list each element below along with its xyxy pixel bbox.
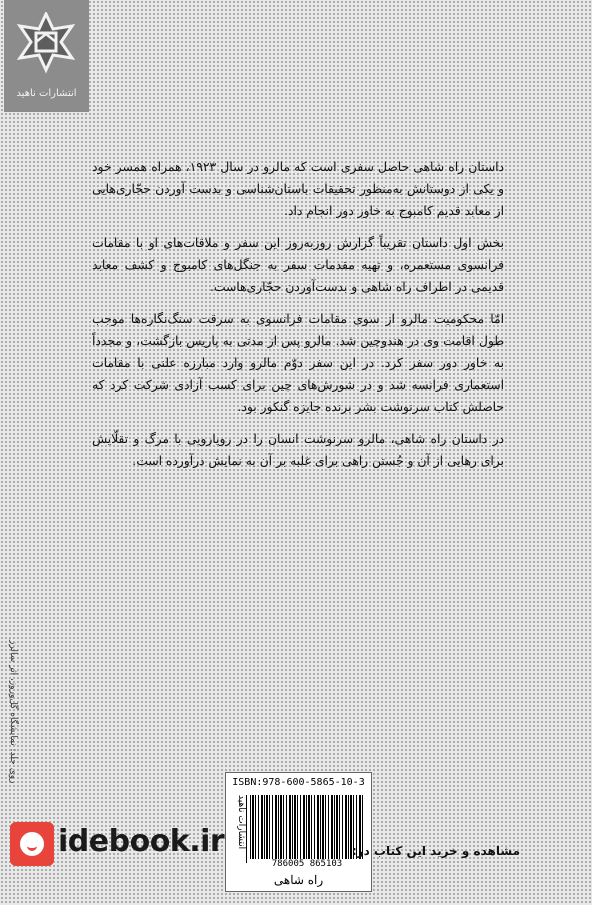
publisher-name: انتشارات ناهید bbox=[16, 88, 77, 99]
idebook-logo-icon bbox=[10, 822, 54, 866]
watermark-site-name: idebook.ir bbox=[58, 824, 225, 859]
isbn-text: ISBN:978-600-5865-10-3 bbox=[232, 777, 365, 788]
back-cover-description bbox=[92, 156, 504, 472]
publisher-logo bbox=[4, 0, 89, 112]
ean-number: 786005 865103 bbox=[250, 859, 364, 869]
paragraph: در داستان راه شاهی، مالرو سرنوشت انسان را در رویارویی با مرگ و تقلّایش برای رهایی از آن و جُستن راهی برای غلبه بر آن به نمایش درآورده است. bbox=[92, 432, 504, 468]
book-title: راه شاهی bbox=[273, 873, 324, 887]
cover-art-credit: روی جلد: نمایشگاه گل‌وروز، اثر سالرز bbox=[8, 640, 18, 784]
site-watermark[interactable] bbox=[6, 818, 526, 870]
paragraph: بخش اول داستان تقریباً گزارش روزبه‌روز این سفر و ملاقات‌های او با مقامات فرانسوی مستعمره، و تهیه مقدمات سفر به جنگل‌های کامبوج و کشف معابد قدیمی در اطراف راه شاهی و بدست‌آوردن حجّاری‌هاست. bbox=[92, 236, 504, 294]
barcode-publisher: انتشارات ناهید bbox=[230, 795, 247, 863]
paragraph: داستان راه شاهی حاصل سفری است که مالرو در سال ۱۹۲۳، همراه همسر خود و یکی از دوستانش به‌منظور تحقیقات باستان‌شناسی و بدست آوردن حجّاری‌هایی از معابد قدیم کامبوج به خاور دور انجام داد. bbox=[92, 160, 504, 218]
watermark-tagline: مشاهده و خرید این کتاب در: bbox=[351, 844, 520, 858]
paragraph: امّا محکومیت مالرو از سوی مقامات فرانسوی به سرقت سنگ‌نگاره‌ها موجب طول اقامت وی در هندوچین شد. مالرو پس از مدتی به پاریس بازگشت، و مجدداً به خاور دور سفر کرد. در این سفر دوّم مالرو وارد مبارزه علنی با مقامات استعماری فرانسه شد و در شورش‌های چین برای کسب آزادی شرکت کرد که حاصلش کتاب سرنوشت بشر برنده جایزه گنکور بود. bbox=[92, 312, 504, 414]
star-logo-icon bbox=[16, 12, 76, 82]
